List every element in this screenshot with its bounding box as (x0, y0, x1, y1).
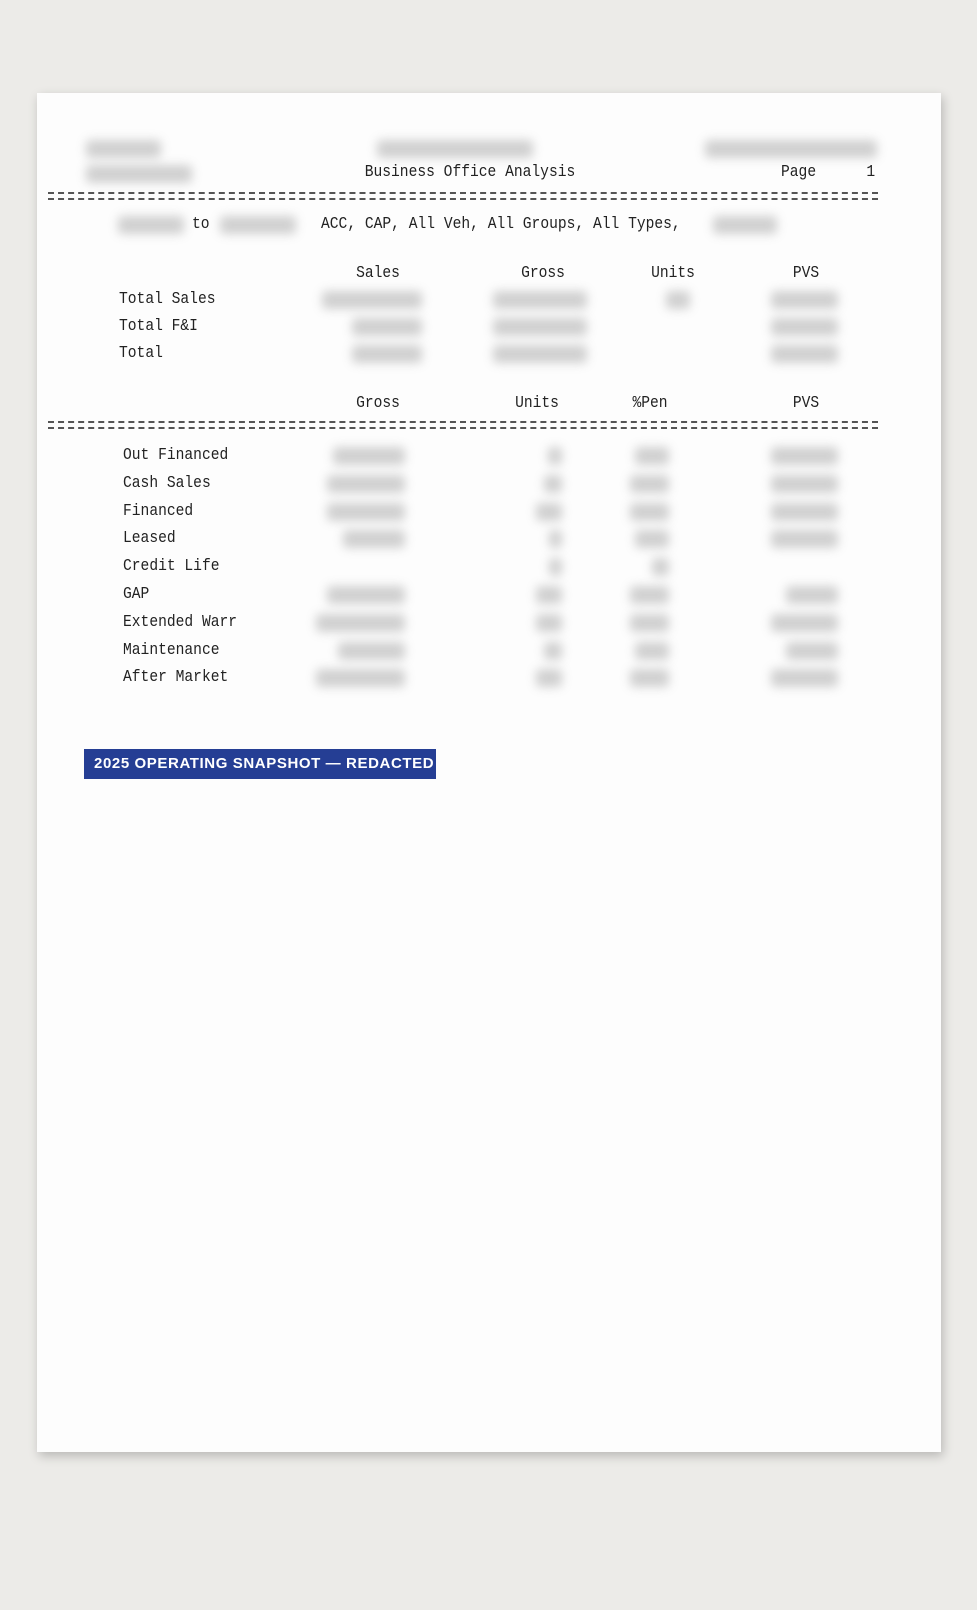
redacted-value (536, 614, 562, 632)
redacted-value (333, 447, 405, 465)
detail-header-pvs: PVS (792, 394, 820, 413)
redacted-value (316, 614, 405, 632)
detail-row-label: Leased (123, 529, 176, 548)
redacted-value (548, 447, 562, 465)
detail-row-label: After Market (123, 668, 229, 687)
header-rule (48, 192, 878, 200)
redacted-company (377, 140, 533, 158)
redacted-start-date (118, 216, 184, 234)
detail-header-gross: Gross (356, 394, 400, 413)
redacted-value (343, 530, 405, 548)
summary-row-label: Total Sales (119, 290, 216, 309)
page-label: Page (781, 163, 817, 182)
date-range-to: to (192, 215, 210, 234)
redacted-value (635, 447, 669, 465)
summary-row-label: Total F&I (119, 317, 198, 336)
summary-header-units: Units (651, 264, 695, 283)
redacted-value (536, 503, 562, 521)
redacted-banner: 2025 OPERATING SNAPSHOT — REDACTED (84, 749, 436, 779)
page-number: 1 (866, 163, 875, 182)
detail-row-label: Extended Warr (123, 613, 238, 632)
redacted-value (630, 586, 669, 604)
redacted-value (544, 642, 562, 660)
redacted-value (549, 530, 562, 548)
redacted-value (352, 345, 422, 363)
redacted-value (771, 669, 838, 687)
detail-row-label: Cash Sales (123, 474, 211, 493)
redacted-value (630, 669, 669, 687)
redacted-value (630, 475, 669, 493)
redacted-value (771, 614, 838, 632)
redacted-value (493, 345, 587, 363)
detail-rule (48, 421, 878, 429)
redacted-dealer-name (86, 140, 161, 158)
summary-header-gross: Gross (521, 264, 565, 283)
redacted-value (771, 291, 838, 309)
redacted-value (771, 318, 838, 336)
redacted-value (771, 503, 838, 521)
detail-row-label: Credit Life (123, 557, 220, 576)
redacted-value (544, 475, 562, 493)
redacted-value (352, 318, 422, 336)
detail-row-label: Maintenance (123, 641, 220, 660)
summary-header-sales: Sales (356, 264, 400, 283)
redacted-value (771, 475, 838, 493)
detail-header-pen: %Pen (632, 394, 668, 413)
detail-row-label: Out Financed (123, 446, 229, 465)
redacted-value (771, 530, 838, 548)
redacted-value (327, 503, 405, 521)
report-title: Business Office Analysis (364, 163, 576, 182)
summary-header-pvs: PVS (792, 264, 820, 283)
redacted-value (322, 291, 422, 309)
redacted-value (771, 447, 838, 465)
redacted-value (549, 558, 562, 576)
redacted-value (536, 669, 562, 687)
report-filters: ACC, CAP, All Veh, All Groups, All Types, (321, 215, 681, 234)
detail-row-label: GAP (123, 585, 150, 604)
redacted-value (493, 291, 587, 309)
redacted-date-time (705, 140, 877, 158)
redacted-value (771, 345, 838, 363)
redacted-value (630, 614, 669, 632)
redacted-value (338, 642, 405, 660)
redacted-value (635, 530, 669, 548)
redacted-value (327, 475, 405, 493)
redacted-value (786, 642, 838, 660)
redacted-value (327, 586, 405, 604)
redacted-value (536, 586, 562, 604)
redacted-value (635, 642, 669, 660)
redacted-value (666, 291, 690, 309)
redacted-filter-tail (713, 216, 777, 234)
detail-header-units: Units (515, 394, 559, 413)
redacted-value (630, 503, 669, 521)
redacted-end-date (220, 216, 296, 234)
redacted-report-id (86, 165, 192, 183)
redacted-value (786, 586, 838, 604)
redacted-value (493, 318, 587, 336)
redacted-value (316, 669, 405, 687)
redacted-value (652, 558, 669, 576)
summary-row-label: Total (119, 344, 163, 363)
detail-row-label: Financed (123, 502, 194, 521)
